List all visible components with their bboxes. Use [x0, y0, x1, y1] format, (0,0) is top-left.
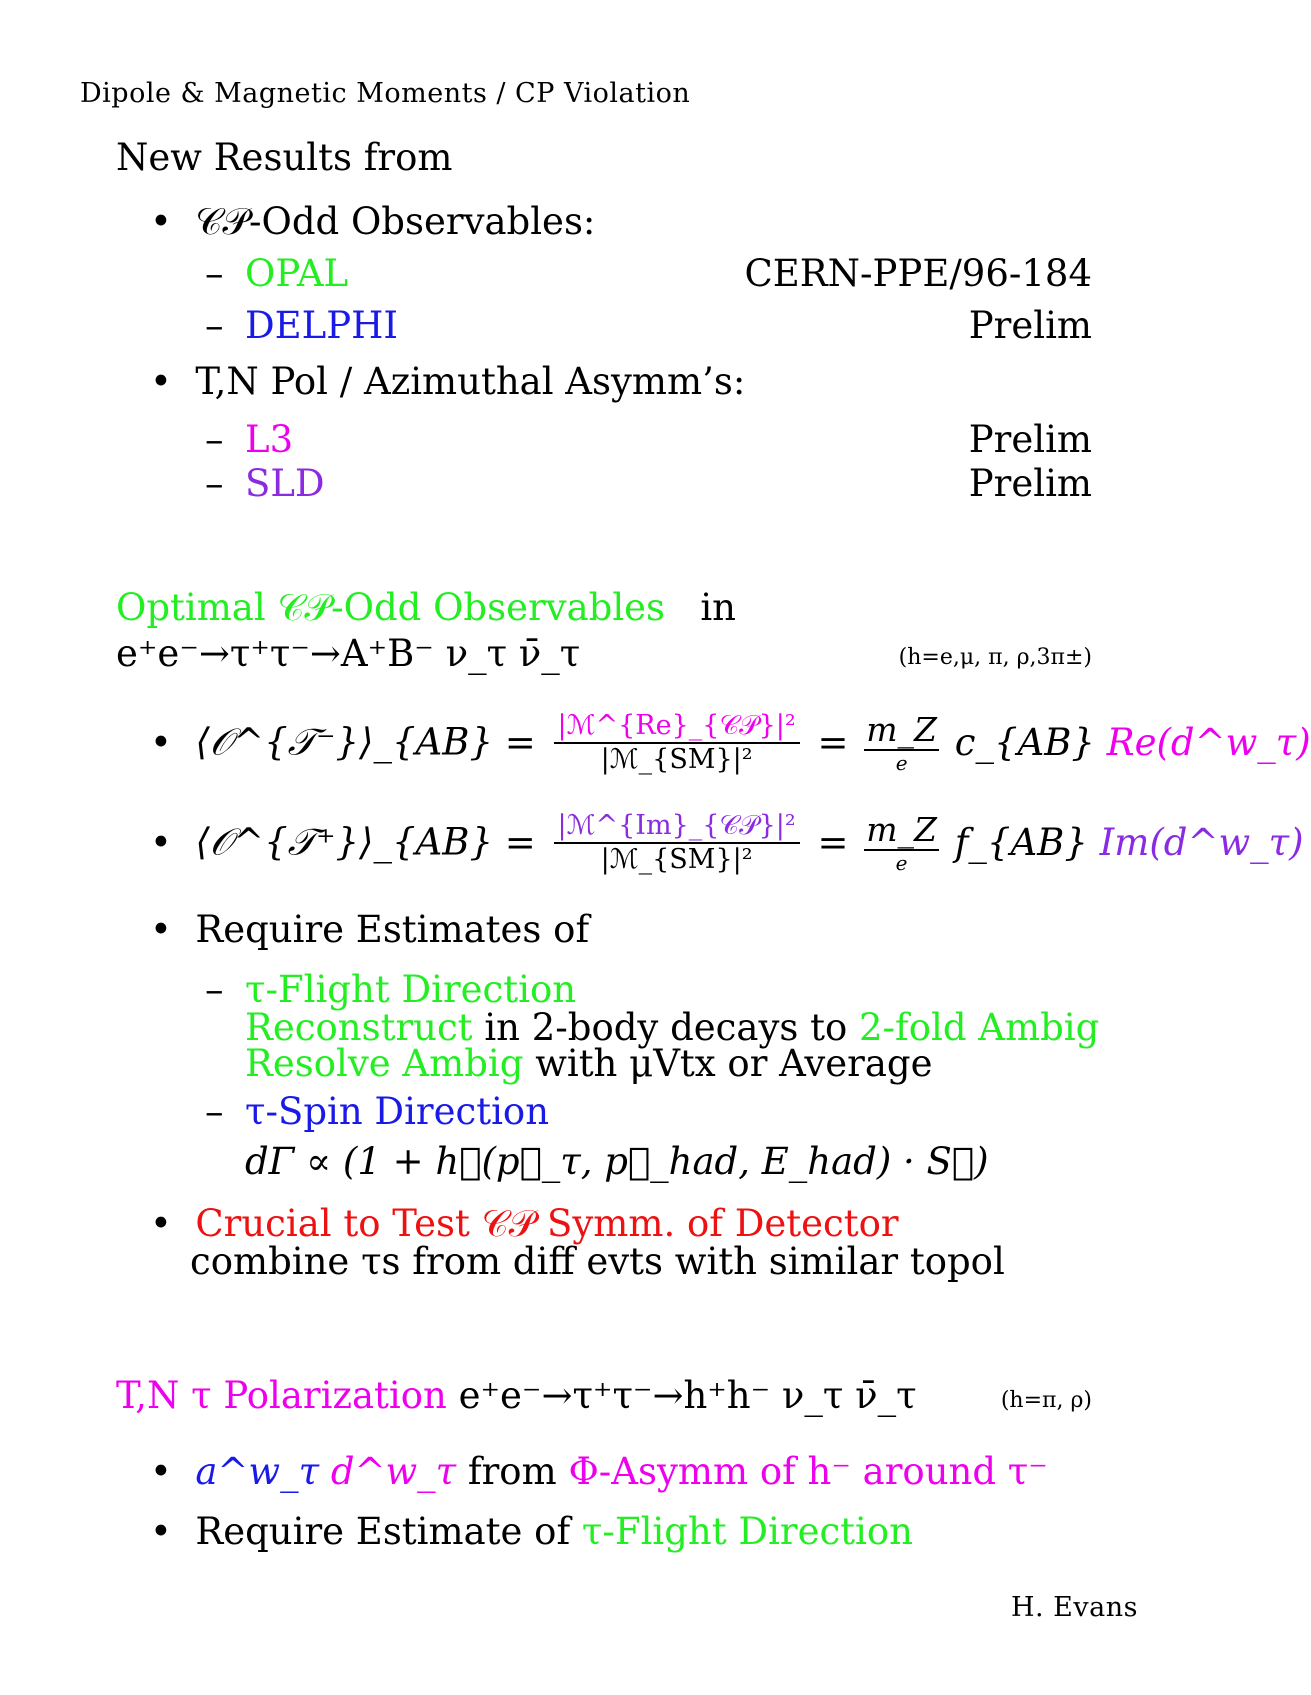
- section2-process: e⁺e⁻→τ⁺τ⁻→A⁺B⁻ ν_τ ν̄_τ: [116, 632, 581, 675]
- sub-flight-direction: – τ-Flight Direction: [205, 968, 577, 1011]
- eq2-numerator: |ℳ^{Im}_{𝒞𝒫}|²: [554, 810, 800, 844]
- page-header: Dipole & Magnetic Moments / CP Violation: [80, 78, 691, 109]
- item-opal-name: OPAL: [245, 252, 349, 295]
- bullet-tn-pol-text: T,N Pol / Azimuthal Asymm’s:: [195, 360, 746, 403]
- eq1-denominator: |ℳ_{SM}|²: [600, 744, 753, 775]
- item-sld: – SLD: [205, 462, 325, 505]
- bullet-dot: •: [150, 1510, 172, 1553]
- bullet-cp-odd-text: 𝒞𝒫-Odd Observables:: [195, 200, 596, 243]
- bullet-dot: •: [150, 721, 172, 764]
- equation-1: • ⟨𝒪^{𝒯⁻}⟩_{AB} = $\frac{\text{|ℳ\textasciicircum{}\{Re\}\_\{𝒞𝒫\}|²}}{\text{|ℳ\_\{SM\}|²}}$ = $\frac{m\_Z}{e}$ c_{AB} Re(d^w_τ): [150, 710, 1311, 775]
- eq2-coef: f_{AB}: [954, 821, 1088, 864]
- item-sld-ref: Prelim: [968, 462, 1092, 505]
- bullet-dot: •: [150, 821, 172, 864]
- section2-process-note: (h=e,μ, π, ρ,3π±): [898, 645, 1092, 670]
- item-opal: – OPAL: [205, 252, 349, 295]
- item-l3: – L3: [205, 418, 294, 461]
- eq2-denominator: |ℳ_{SM}|²: [600, 844, 753, 875]
- item-sld-name: SLD: [245, 462, 325, 505]
- equation-2: • ⟨𝒪^{𝒯⁺}⟩_{AB} = $\frac{\text{|ℳ\textasciicircum{}\{Im\}\_\{𝒞𝒫\}|²}}{\text{|ℳ\_\{SM\}|²}}$ = $\frac{m\_Z}{e}$ f_{AB} Im(d^w_τ): [150, 810, 1304, 875]
- item-opal-ref: CERN-PPE/96-184: [744, 252, 1092, 295]
- bullet-require-estimate: • Require Estimate of τ-Flight Direction: [150, 1510, 913, 1553]
- item-l3-ref: Prelim: [968, 418, 1092, 461]
- eq1-fraction: [554, 710, 800, 775]
- bullet-dot: •: [150, 360, 172, 403]
- section1-heading: New Results from: [116, 136, 453, 179]
- item-delphi-name: DELPHI: [245, 304, 399, 347]
- sub-flight-line1: Reconstruct in 2-body decays to 2-fold Ambig: [245, 1006, 1100, 1049]
- section3-process-note: (h=π, ρ): [1000, 1388, 1092, 1413]
- bullet-cp-odd: [150, 200, 595, 244]
- eq1-rhs: Re(d^w_τ): [1106, 721, 1311, 764]
- eq1-numerator: |ℳ^{Re}_{𝒞𝒫}|²: [554, 710, 800, 744]
- eq2-rhs: Im(d^w_τ): [1099, 821, 1304, 864]
- bullet-asymm: • a^w_τ d^w_τ from Φ-Asymm of h⁻ around τ⁻: [150, 1450, 1048, 1493]
- eq1-coef: c_{AB}: [954, 721, 1095, 764]
- bullet-crucial-line2: combine τs from diff evts with similar topol: [190, 1240, 1005, 1283]
- bullet-dot: •: [150, 1450, 172, 1493]
- eq1-mz-fraction: $\frac{m\_Z}{e}$: [866, 710, 937, 775]
- section3-title: T,N τ Polarization e⁺e⁻→τ⁺τ⁻→h⁺h⁻ ν_τ ν̄_τ: [116, 1374, 917, 1417]
- bullet-dot: •: [150, 908, 172, 951]
- bullet-require-estimates: • Require Estimates of: [150, 908, 590, 951]
- section2-title: [116, 586, 736, 630]
- footer-author: H. Evans: [1010, 1592, 1138, 1623]
- section2-title-rest: in: [700, 586, 736, 629]
- eq2-mz-fraction: $\frac{m\_Z}{e}$: [866, 810, 937, 875]
- sub-spin-direction: – τ-Spin Direction: [205, 1090, 550, 1133]
- item-delphi: – DELPHI: [205, 304, 399, 347]
- section2-title-colored: Optimal 𝒞𝒫-Odd Observables: [116, 586, 666, 629]
- item-delphi-ref: Prelim: [968, 304, 1092, 347]
- bullet-dot: •: [150, 1202, 172, 1245]
- eq1-lhs: ⟨𝒪^{𝒯⁻}⟩_{AB}: [195, 720, 493, 764]
- bullet-tn-pol: [150, 360, 745, 403]
- bullet-crucial: • Crucial to Test 𝒞𝒫 Symm. of Detector: [150, 1202, 899, 1245]
- eq2-lhs: ⟨𝒪^{𝒯⁺}⟩_{AB}: [195, 820, 493, 864]
- item-l3-name: L3: [245, 418, 294, 461]
- spin-formula: dΓ ∝ (1 + h⃗(p⃗_τ, p⃗_had, E_had) · S⃗): [245, 1140, 989, 1183]
- eq2-fraction: [554, 810, 800, 875]
- sub-flight-line2: Resolve Ambig with μVtx or Average: [245, 1042, 933, 1085]
- bullet-dot: •: [150, 200, 172, 243]
